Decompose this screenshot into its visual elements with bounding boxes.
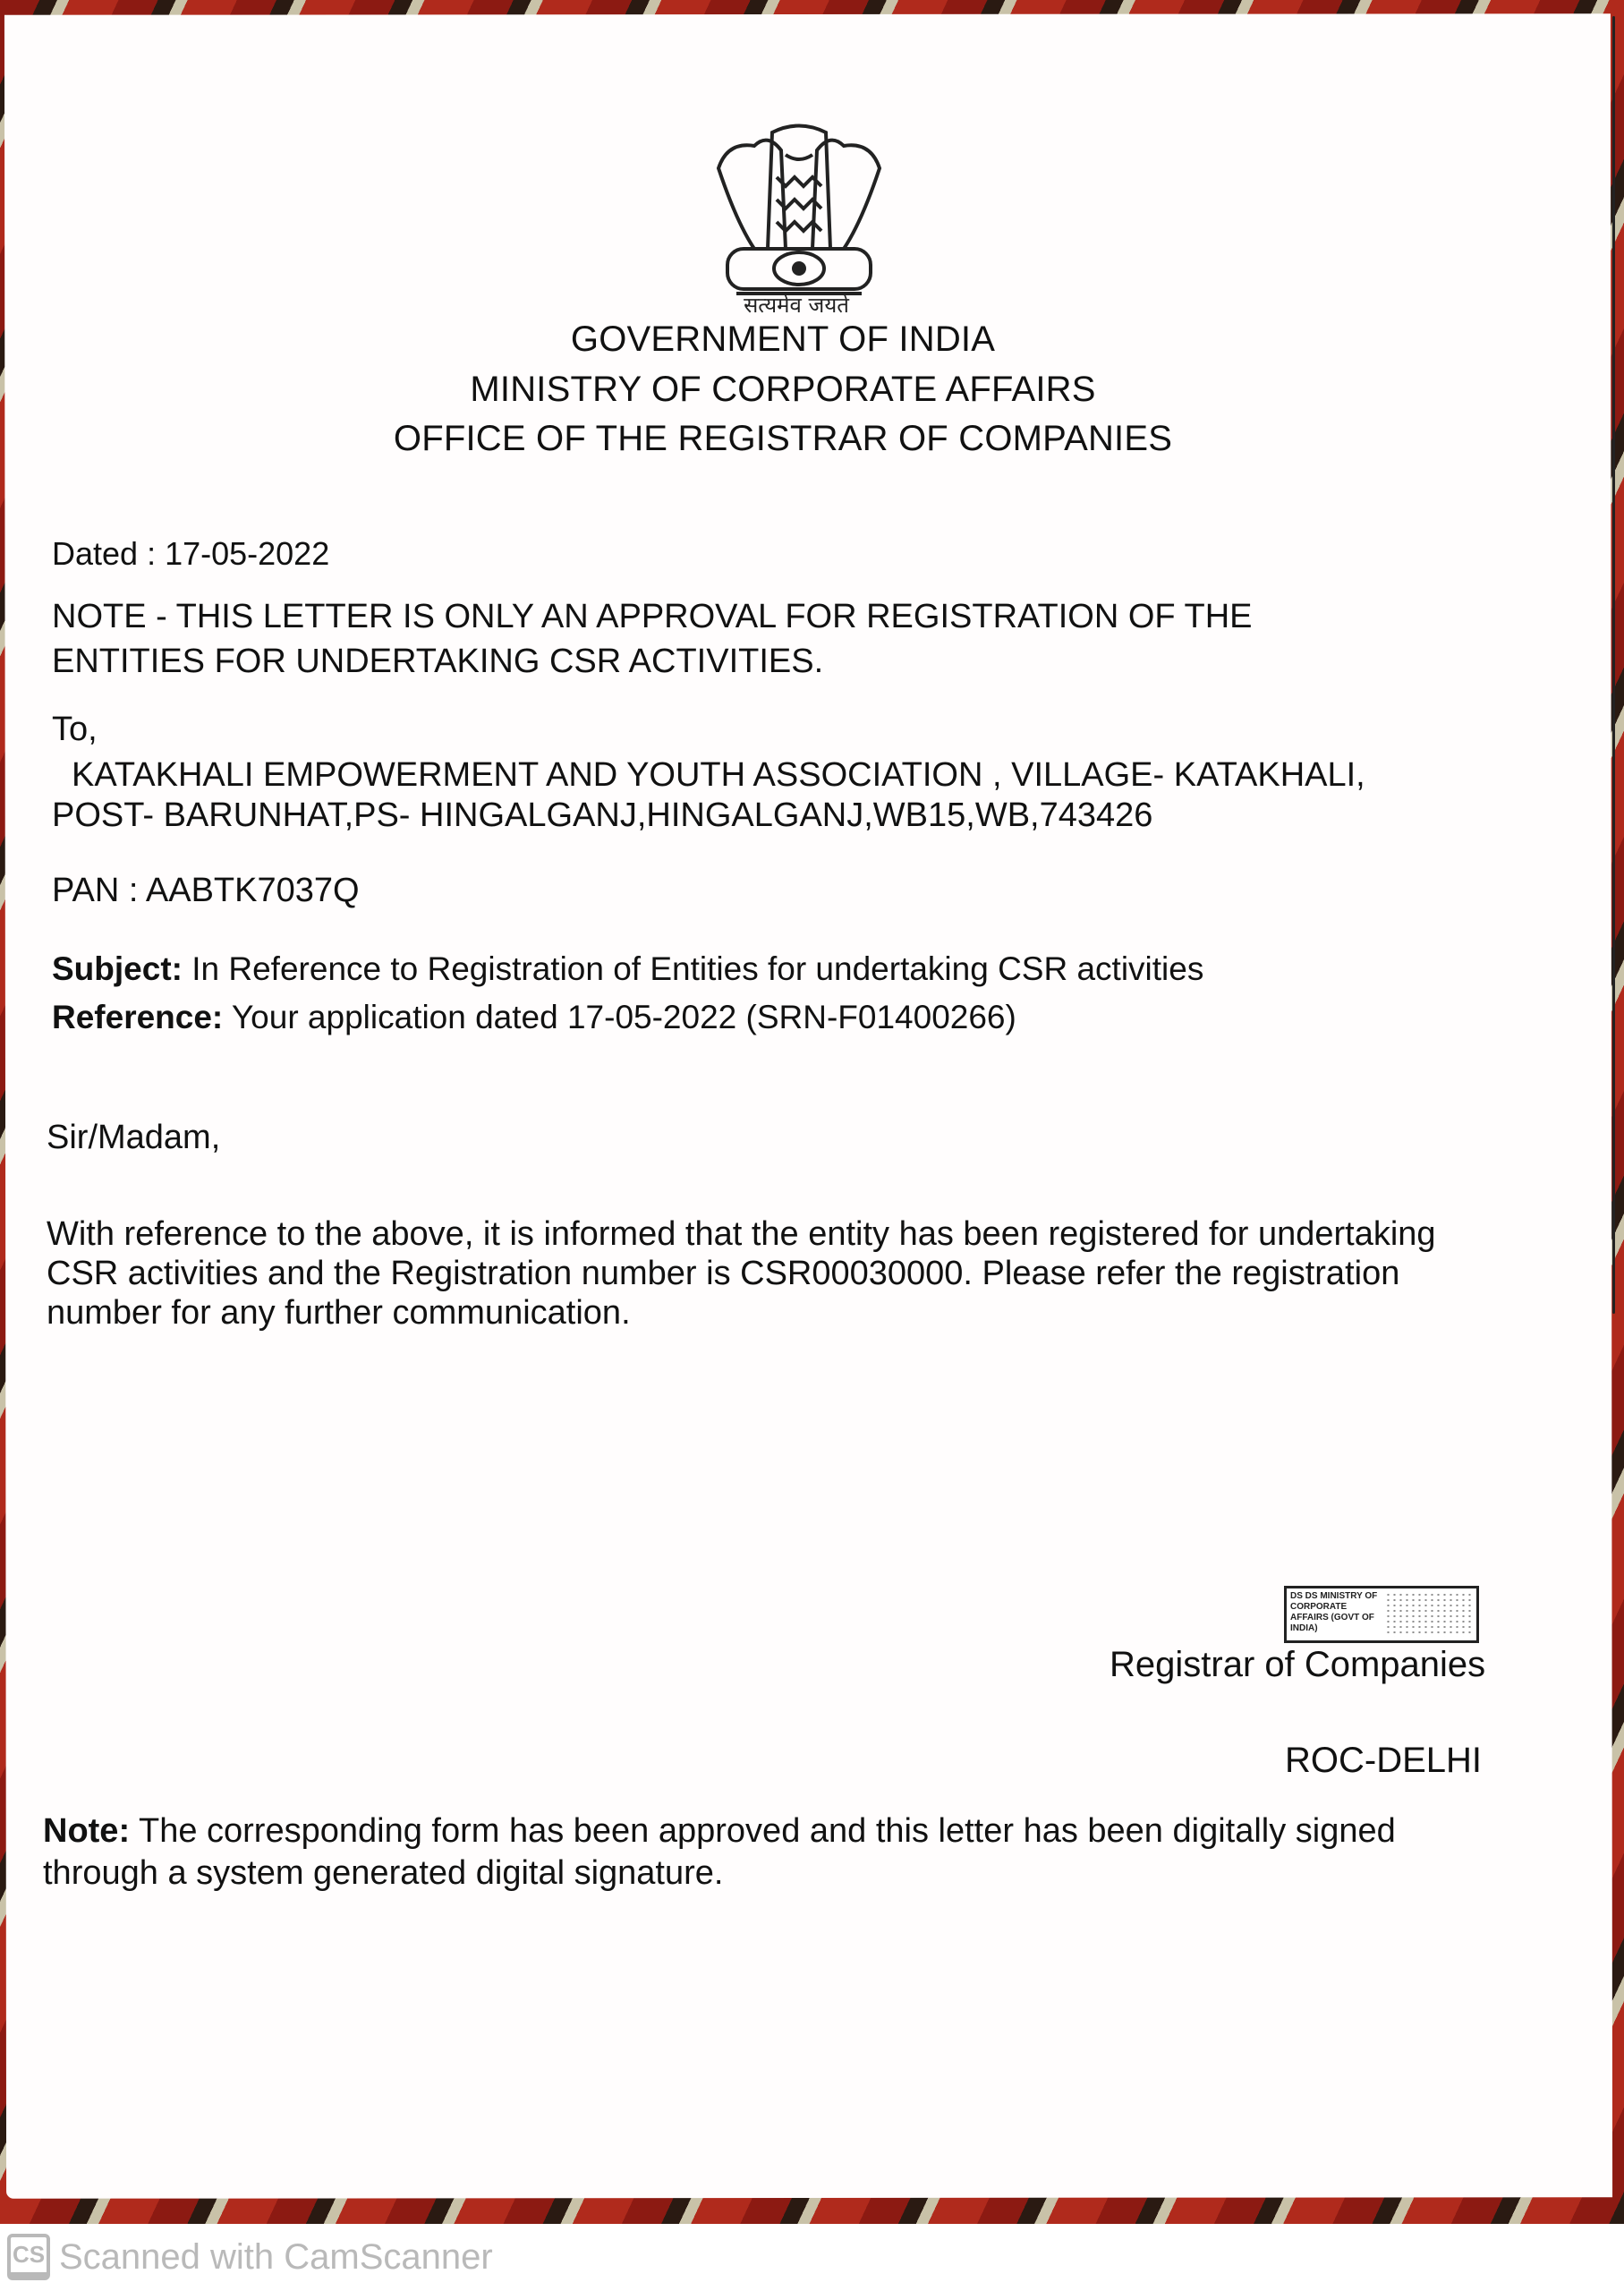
signatory-title: Registrar of Companies <box>1110 1645 1486 1684</box>
footer-note-line1 <box>43 1812 1396 1851</box>
header-ministry: MINISTRY OF CORPORATE AFFAIRS <box>470 370 1096 409</box>
emblem-motto: सत्यमेव जयते <box>744 293 849 318</box>
footer-note-label: Note: <box>43 1812 131 1850</box>
subject-label: Subject: <box>52 950 183 987</box>
camscanner-logo-icon: CS <box>7 2234 50 2280</box>
signatory-office: ROC-DELHI <box>1285 1741 1483 1780</box>
header-office: OFFICE OF THE REGISTRAR OF COMPANIES <box>393 419 1173 458</box>
camscanner-text: Scanned with CamScanner <box>59 2236 493 2277</box>
footer-note-text: The corresponding form has been approved and this letter has been digitally signed <box>130 1812 1396 1850</box>
pan-number: PAN : AABTK7037Q <box>52 872 360 909</box>
recipient-to: To, <box>52 711 98 748</box>
camscanner-watermark <box>7 2230 493 2284</box>
body-line3: number for any further communication. <box>47 1294 631 1332</box>
digital-signature-text: DS DS MINISTRY OF CORPORATE AFFAIRS (GOVT OF INDIA) <box>1290 1591 1378 1633</box>
body-line2: CSR activities and the Registration number is CSR00030000. Please refer the registration <box>47 1255 1400 1292</box>
recipient-address-line1: KATAKHALI EMPOWERMENT AND YOUTH ASSOCIATION , VILLAGE- KATAKHALI, <box>72 756 1365 794</box>
subject-line <box>52 950 1203 988</box>
footer-note-line2: through a system generated digital signature. <box>43 1854 724 1892</box>
body-line1: With reference to the above, it is informed that the entity has been registered for undertaking <box>47 1215 1436 1253</box>
reference-text: Your application dated 17-05-2022 (SRN-F01400266) <box>223 999 1016 1035</box>
recipient-address-line2: POST- BARUNHAT,PS- HINGALGANJ,HINGALGANJ,WB15,WB,743426 <box>52 796 1153 834</box>
approval-note-line1: NOTE - THIS LETTER IS ONLY AN APPROVAL FOR REGISTRATION OF THE <box>52 598 1253 635</box>
approval-note-line2: ENTITIES FOR UNDERTAKING CSR ACTIVITIES. <box>52 643 824 680</box>
reference-line <box>52 999 1016 1036</box>
salutation: Sir/Madam, <box>47 1119 221 1156</box>
page-edge <box>1612 16 1615 1314</box>
signature-pattern <box>1385 1592 1473 1637</box>
digital-signature-stamp <box>1284 1586 1479 1643</box>
subject-text: In Reference to Registration of Entities for undertaking CSR activities <box>182 950 1204 987</box>
letter-date: Dated : 17-05-2022 <box>52 535 330 572</box>
reference-label: Reference: <box>52 999 224 1035</box>
header-government: GOVERNMENT OF INDIA <box>570 319 996 359</box>
